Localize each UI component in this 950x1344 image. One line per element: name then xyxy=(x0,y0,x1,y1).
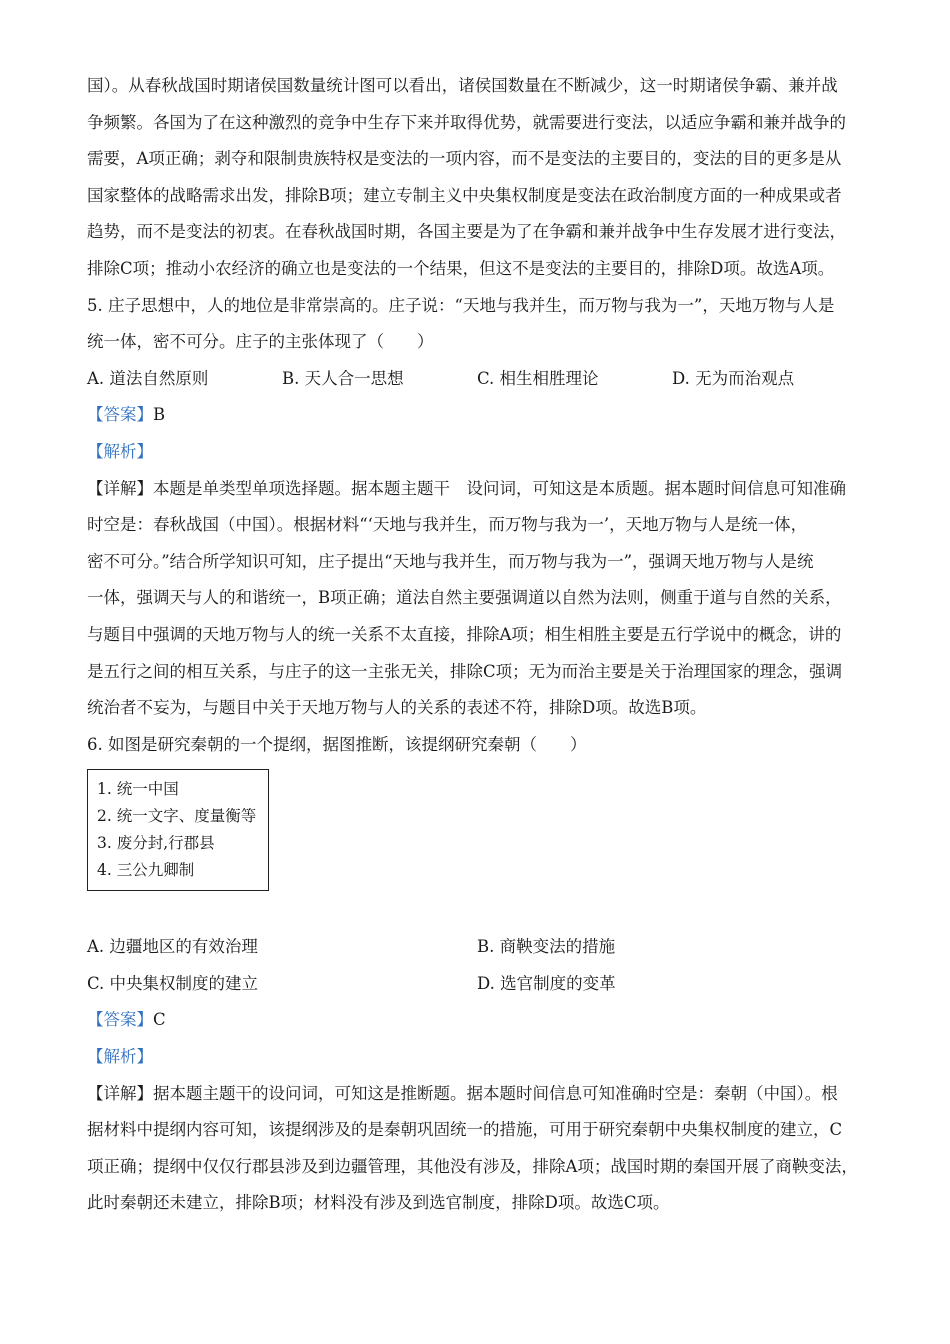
option-b: B. 天人合一思想 xyxy=(282,368,404,388)
answer-line xyxy=(87,397,867,434)
text-line: 争频繁。各国为了在这种激烈的竞争中生存下来并取得优势，就需要进行变法，以适应争霸和兼并战争的 xyxy=(87,112,846,132)
question-stem: 统一体，密不可分。庄子的主张体现了（ ） xyxy=(87,332,434,352)
question-stem: 5. 庄子思想中，人的地位是非常崇高的。庄子说：“天地与我并生，而万物与我为一”，天地万物与人是 xyxy=(87,295,835,315)
text-line: 排除C项；推动小农经济的确立也是变法的一个结果，但这不是变法的主要目的，排除D项。故选A项。 xyxy=(87,258,835,278)
option-a: A. 道法自然原则 xyxy=(87,368,209,388)
options-row xyxy=(87,929,867,966)
option-a: A. 边疆地区的有效治理 xyxy=(87,937,258,957)
detail-text: 时空是：春秋战国（中国）。根据材料“‘天地与我并生，而万物与我为一’，天地万物与人是统一体， xyxy=(87,515,808,535)
option-b: B. 商鞅变法的措施 xyxy=(477,937,616,957)
option-d: D. 无为而治观点 xyxy=(672,368,795,388)
detail-text: 据本题主题干的设问词，可知这是推断题。据本题时间信息可知准确时空是：秦朝（中国）。根 xyxy=(153,1083,838,1103)
detail-text: 一体，强调天与人的和谐统一，B项正确；道法自然主要强调道以自然为法则，侧重于道与自然的关系， xyxy=(87,588,842,608)
answer-label: 【答案】 xyxy=(87,1010,153,1030)
options-row xyxy=(87,361,867,398)
question-6 xyxy=(87,727,867,1222)
text-line: 国）。从春秋战国时期诸侯国数量统计图可以看出，诸侯国数量在不断减少，这一时期诸侯争霸、兼并战 xyxy=(87,76,838,95)
answer-value: C xyxy=(153,1010,166,1030)
text-line: 趋势，而不是变法的初衷。在春秋战国时期，各国主要是为了在争霸和兼并战争中生存发展才进行变法， xyxy=(87,222,846,242)
detail-text: 密不可分。”结合所学知识可知，庄子提出“天地与我并生，而万物与我为一”，强调天地万物与人是统 xyxy=(87,551,814,571)
detail-text: 据材料中提纲内容可知，该提纲涉及的是秦朝巩固统一的措施，可用于研究秦朝中央集权制度的建立，C xyxy=(87,1120,843,1140)
outline-item: 2. 统一文字、度量衡等 xyxy=(97,807,257,826)
question-5 xyxy=(87,288,867,727)
outline-box xyxy=(87,769,269,891)
detail-text: 与题目中强调的天地万物与人的统一关系不太直接，排除A项；相生相胜主要是五行学说中的概念，讲的 xyxy=(87,624,842,644)
detail-text: 项正确；提纲中仅仅行郡县涉及到边疆管理，其他没有涉及，排除A项；战国时期的秦国开展了商鞅变法， xyxy=(87,1156,858,1176)
options-row xyxy=(87,966,867,1003)
document-page xyxy=(87,68,867,1222)
outline-item: 4. 三公九卿制 xyxy=(97,861,195,880)
q4-explanation-tail xyxy=(87,68,867,288)
option-c: C. 中央集权制度的建立 xyxy=(87,973,259,993)
detail-text: 是五行之间的相互关系，与庄子的这一主张无关，排除C项；无为而治主要是关于治理国家的理念，强调 xyxy=(87,661,843,681)
answer-line xyxy=(87,1002,867,1039)
detail-label: 【详解】 xyxy=(87,478,153,498)
outline-item: 3. 废分封,行郡县 xyxy=(97,834,215,853)
text-line: 需要，A项正确；剥夺和限制贵族特权是变法的一项内容，而不是变法的主要目的，变法的目的更多是从 xyxy=(87,149,842,169)
option-c: C. 相生相胜理论 xyxy=(477,368,599,388)
option-d: D. 选官制度的变革 xyxy=(477,973,616,993)
detail-label: 【详解】 xyxy=(87,1083,153,1103)
detail-line xyxy=(87,1076,867,1113)
detail-text: 此时秦朝还未建立，排除B项；材料没有涉及到选官制度，排除D项。故选C项。 xyxy=(87,1193,670,1213)
text-line: 国家整体的战略需求出发，排除B项；建立专制主义中央集权制度是变法在政治制度方面的一种成果或者 xyxy=(87,185,842,205)
analysis-label: 【解析】 xyxy=(87,1047,153,1067)
detail-text: 统治者不妄为，与题目中关于天地万物与人的关系的表述不符，排除D项。故选B项。 xyxy=(87,698,707,718)
answer-label: 【答案】 xyxy=(87,405,153,425)
answer-value: B xyxy=(153,405,166,425)
analysis-label: 【解析】 xyxy=(87,441,153,461)
outline-item: 1. 统一中国 xyxy=(97,780,179,799)
detail-line xyxy=(87,471,867,508)
detail-text: 本题是单类型单项选择题。据本题主题干 设问词，可知这是本质题。据本题时间信息可知准确 xyxy=(153,478,846,498)
question-stem: 6. 如图是研究秦朝的一个提纲，据图推断，该提纲研究秦朝（ ） xyxy=(87,734,587,754)
